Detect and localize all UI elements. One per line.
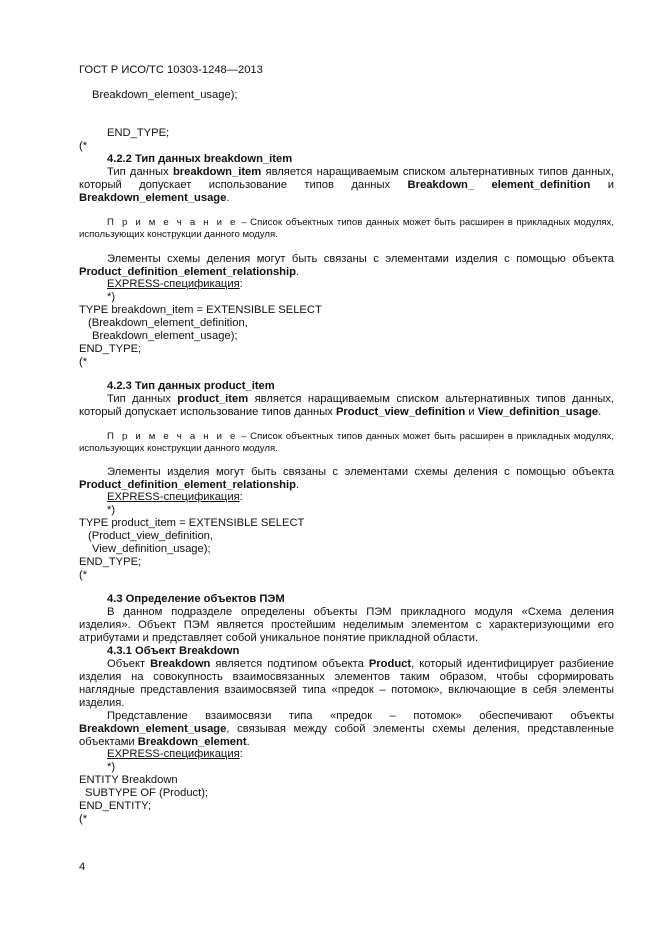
code-line: END_TYPE; [107, 127, 170, 139]
paragraph-line: изделия на совокупность взаимосвязанных элементов таким образом, чтобы сформировать [79, 671, 614, 683]
paragraph-line: Элементы схемы деления могут быть связаны с элементами изделия с помощью объекта [107, 253, 614, 265]
paragraph-line: Объект Breakdown является подтипом объекта Product, который идентифицирует разбиение [107, 658, 614, 670]
code-line: (* [79, 356, 88, 368]
paragraph-line: Тип данных product_item является наращиваемым списком альтернативных типов данных, [107, 393, 614, 405]
paragraph-line: который допускает использование типов данных Product_view_definition и View_definition_usage. [79, 406, 602, 418]
code-line: View_definition_usage); [92, 543, 211, 555]
code-line: (* [79, 569, 88, 581]
note-line: использующих конструкции данного модуля. [79, 443, 278, 454]
code-line: (* [79, 813, 88, 825]
paragraph-line: изделия». Объект ПЭМ является простейшим неделимым элементом с характеризующими его [79, 619, 614, 631]
paragraph-line: Элементы изделия могут быть связаны с элементами схемы деления с помощью объекта [107, 466, 614, 478]
express-label: EXPRESS-спецификация: [107, 278, 243, 290]
paragraph-line: В данном подразделе определены объекты ПЭМ прикладного модуля «Схема деления [107, 606, 614, 618]
code-line: Breakdown_element_usage); [92, 89, 238, 101]
code-line: (* [79, 140, 88, 152]
paragraph-line: Тип данных breakdown_item является наращиваемым списком альтернативных типов данных, [107, 166, 614, 178]
paragraph-line: Product_definition_element_relationship. [79, 266, 300, 278]
section-heading: 4.2.2 Тип данных breakdown_item [107, 153, 293, 165]
code-line: TYPE product_item = EXTENSIBLE SELECT [79, 517, 305, 529]
page-header: ГОСТ Р ИСО/ТС 10303-1248—2013 [79, 64, 263, 76]
code-line: ENTITY Breakdown [79, 774, 178, 786]
section-heading: 4.3 Определение объектов ПЭМ [107, 593, 285, 605]
note-line: П р и м е ч а н и е – Список объектных типов данных может быть расширен в прикладных модулях, [107, 431, 614, 442]
code-line: END_TYPE; [79, 556, 142, 568]
code-line: END_TYPE; [79, 343, 142, 355]
express-label: EXPRESS-спецификация: [107, 748, 243, 760]
paragraph-line: наглядные представления взаимосвязей типа «предок – потомок», включающие в себя элементы [79, 684, 614, 696]
express-label: EXPRESS-спецификация: [107, 491, 243, 503]
section-heading: 4.3.1 Объект Breakdown [107, 645, 240, 657]
paragraph-line: атрибутами и представляет собой уникальное понятие прикладной области. [79, 632, 479, 644]
paragraph-line: Breakdown_element_usage. [79, 192, 230, 204]
note-line: использующих конструкции данного модуля. [79, 229, 278, 240]
code-line: Breakdown_element_usage); [92, 330, 238, 342]
code-line: *) [107, 504, 116, 516]
code-line: *) [107, 291, 116, 303]
paragraph-line: объектами Breakdown_element. [79, 736, 250, 748]
paragraph-line: изделия. [79, 697, 125, 709]
code-line: TYPE breakdown_item = EXTENSIBLE SELECT [79, 304, 322, 316]
paragraph-line: Breakdown_element_usage, связывая между собой элементы схемы деления, представленные [79, 723, 614, 735]
paragraph-line: который допускает использование типов данных Breakdown_ element_definition и [79, 179, 615, 191]
code-line: (Product_view_definition, [88, 530, 213, 542]
note-line: П р и м е ч а н и е – Список объектных типов данных может быть расширен в прикладных модулях, [107, 217, 614, 228]
code-line: (Breakdown_element_definition, [88, 317, 248, 329]
code-line: END_ENTITY; [79, 800, 152, 812]
page-number: 4 [79, 861, 86, 873]
paragraph-line: Product_definition_element_relationship. [79, 479, 300, 491]
code-line: SUBTYPE OF (Product); [85, 787, 209, 799]
code-line: *) [107, 761, 116, 773]
section-heading: 4.2.3 Тип данных product_item [107, 380, 275, 392]
paragraph-line: Представление взаимосвязи типа «предок – потомок» обеспечивают объекты [107, 710, 614, 722]
